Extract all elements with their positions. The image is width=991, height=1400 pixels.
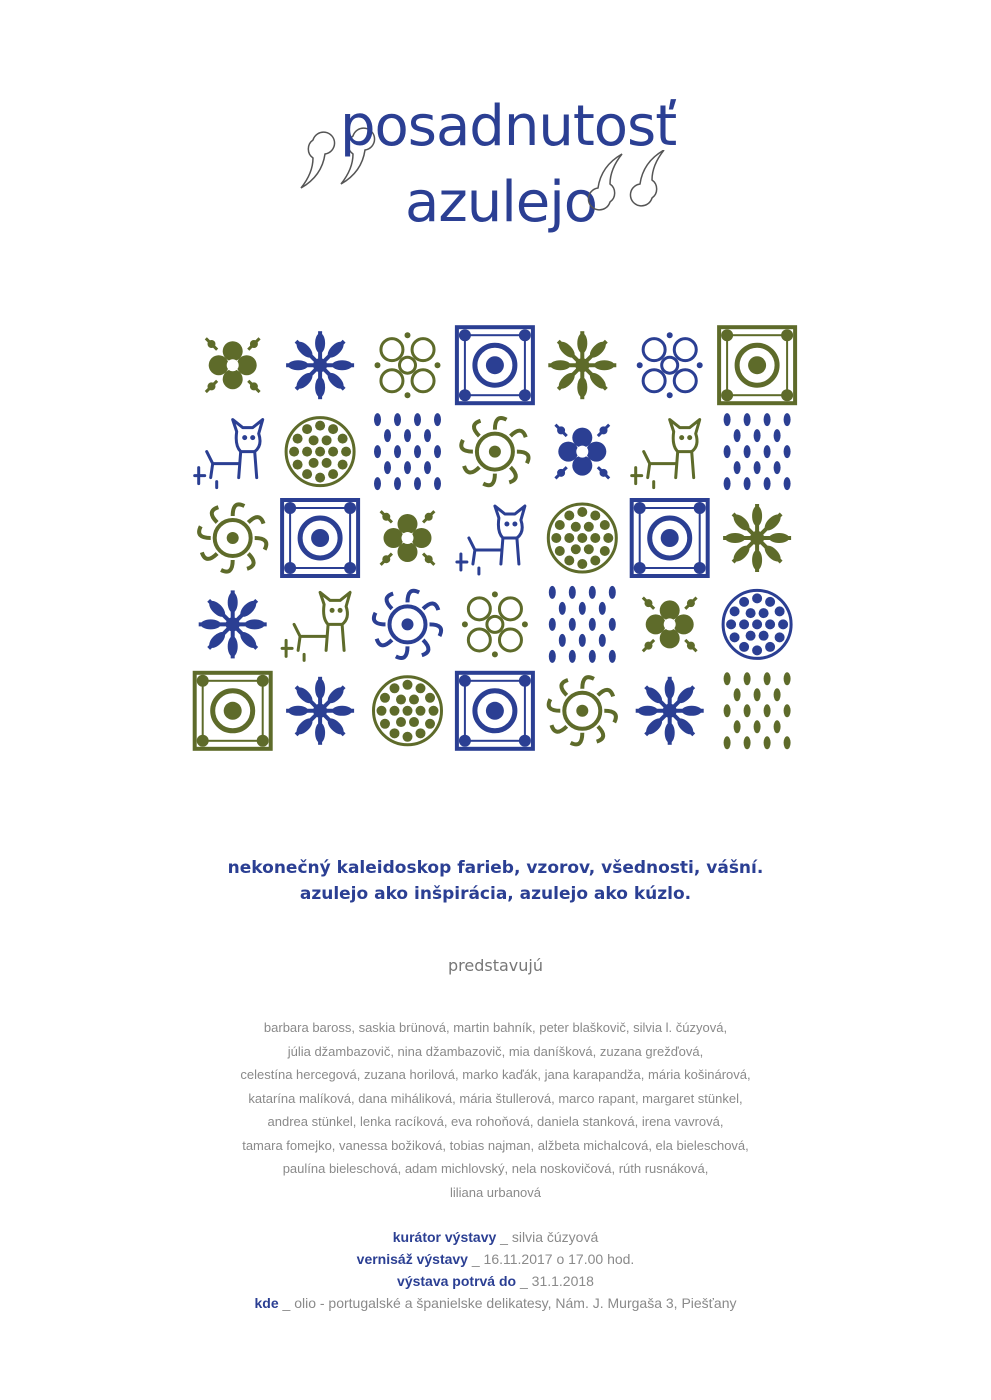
vernissage-label: vernisáž výstavy: [356, 1251, 472, 1267]
curator-label: kurátor výstavy: [392, 1229, 501, 1245]
separator: _: [500, 1229, 512, 1245]
tile-drops-icon: [549, 586, 616, 663]
exhibition-info: [0, 1226, 991, 1314]
separator: _: [282, 1295, 295, 1311]
where-row: [0, 1292, 991, 1314]
tile-star-icon: [286, 331, 354, 399]
tile-flower-icon: [643, 598, 697, 652]
tile-sun-icon: [374, 591, 441, 658]
artist-line: andrea stünkel, lenka racíková, eva rohoňová, daniela stanková, irena vavrová,: [267, 1114, 724, 1129]
tile-sun-icon: [199, 504, 266, 571]
tile-drops-icon: [724, 672, 791, 749]
tile-dog-icon: [632, 420, 700, 488]
tagline: [0, 855, 991, 907]
quote-right-icon: [580, 150, 680, 220]
title-line-1: posadnutosť: [340, 94, 677, 159]
tile-sun-icon: [549, 677, 616, 744]
tile-loops-icon: [637, 332, 703, 398]
tile-frame-icon: [457, 327, 533, 403]
where-label: kde: [254, 1295, 283, 1311]
curator-value: silvia čúzyová: [511, 1229, 599, 1245]
until-value: 31.1.2018: [531, 1273, 594, 1289]
separator: _: [471, 1251, 484, 1267]
poster-title: [0, 80, 991, 250]
tile-frame-icon: [457, 673, 533, 749]
tile-ornate-icon: [548, 504, 616, 572]
until-row: [0, 1270, 991, 1292]
azulejo-tile-grid: [189, 322, 801, 754]
tile-sun-icon: [461, 418, 528, 485]
artist-line: celestína hercegová, zuzana horilová, marko kaďák, jana karapandža, mária košinárová,: [240, 1067, 751, 1082]
tile-drops-icon: [374, 413, 441, 490]
where-value: olio - portugalské a španielske delikatesy, Nám. J. Murgaša 3, Piešťany: [294, 1295, 737, 1311]
tile-drops-icon: [724, 413, 791, 490]
artist-line: katarína malíková, dana miháliková, mária štullerová, marco rapant, margaret stünkel,: [248, 1090, 743, 1106]
artist-list: [0, 1016, 991, 1204]
artist-line: paulína bieleschová, adam michlovský, nela noskovičová, rúth rusnáková,: [282, 1161, 709, 1176]
vernissage-value: 16.11.2017 o 17.00 hod.: [483, 1251, 635, 1267]
artist-line: liliana urbanová: [449, 1184, 542, 1200]
artist-line: barbara baross, saskia brünová, martin bahník, peter blaškovič, silvia l. čúzyová,: [263, 1020, 728, 1035]
tile-dog-icon: [457, 506, 525, 574]
presenting-label: predstavujú: [448, 956, 543, 975]
tile-star-icon: [286, 677, 354, 745]
tile-flower-icon: [381, 511, 435, 565]
tile-frame-icon: [632, 500, 708, 576]
tile-dog-icon: [195, 420, 263, 488]
tile-dog-icon: [282, 592, 350, 660]
tile-flower-icon: [206, 338, 260, 392]
tile-star-icon: [199, 590, 267, 658]
title-line-2: azulejo: [405, 170, 598, 235]
tile-loops-icon: [375, 332, 441, 398]
separator: _: [519, 1273, 532, 1289]
tile-mosaic-image: [189, 322, 801, 754]
curator-row: [0, 1226, 991, 1248]
tile-star-icon: [548, 331, 616, 399]
until-label: výstava potrvá do: [397, 1273, 520, 1289]
artist-line: tamara fomejko, vanessa božiková, tobias najman, alžbeta michalcová, ela bieleschová,: [242, 1137, 749, 1153]
artist-line: júlia džambazovič, nina džambazovič, mia daníšková, zuzana grežďová,: [287, 1043, 704, 1059]
tile-frame-icon: [282, 500, 358, 576]
tile-frame-icon: [195, 673, 271, 749]
tile-ornate-icon: [374, 677, 442, 745]
tile-ornate-icon: [723, 590, 791, 658]
tagline-line-1: nekonečný kaleidoskop farieb, vzorov, všednosti, vášní.: [227, 858, 764, 878]
tile-ornate-icon: [286, 418, 354, 486]
vernissage-row: [0, 1248, 991, 1270]
tile-loops-icon: [462, 591, 528, 657]
tile-frame-icon: [719, 327, 795, 403]
tile-flower-icon: [555, 425, 609, 479]
tagline-line-2: azulejo ako inšpirácia, azulejo ako kúzlo.: [299, 884, 692, 904]
tile-star-icon: [636, 677, 704, 745]
tile-star-icon: [723, 504, 791, 572]
